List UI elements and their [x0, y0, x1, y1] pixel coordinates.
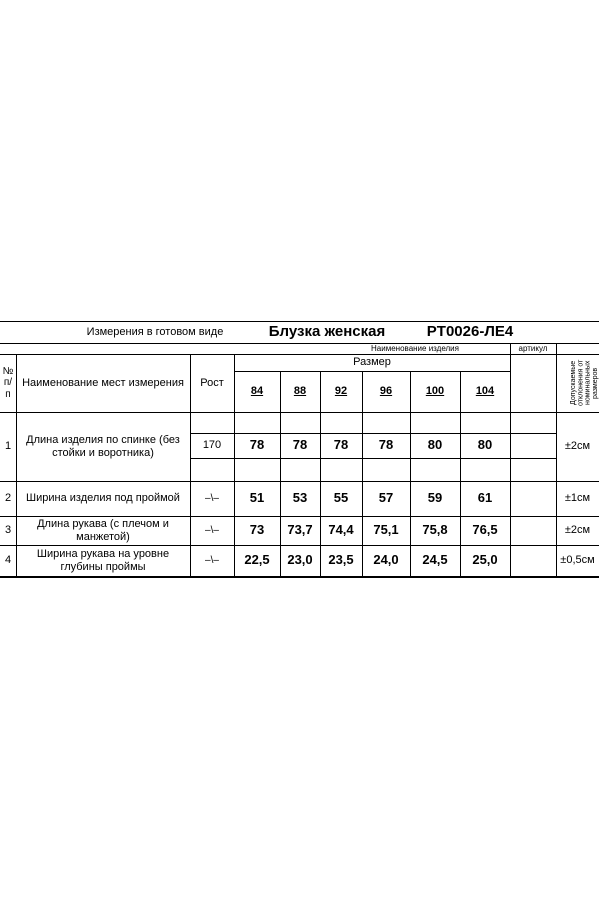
table-line — [510, 343, 511, 578]
height-value: –\– — [205, 554, 219, 566]
measurement-table — [0, 321, 599, 579]
size-value: 73,7 — [287, 522, 313, 538]
size-value: 78 — [378, 437, 394, 453]
size-value: 24,5 — [422, 552, 448, 568]
size-value: 75,8 — [422, 522, 448, 538]
column-header-tolerance: Допускаемые отклонения от номинальных размеров — [570, 359, 599, 407]
size-value: 57 — [378, 490, 394, 506]
measurement-name: Длина рукава (с плечом и манжетой) — [37, 517, 169, 543]
height-value: –\– — [205, 492, 219, 504]
tolerance-value: ±0,5см — [560, 554, 595, 567]
column-header-no: № п/ п — [2, 365, 14, 400]
size-value: 73 — [249, 522, 265, 538]
size-value: 55 — [333, 490, 349, 506]
size-value: 61 — [477, 490, 493, 506]
size-value: 80 — [427, 437, 443, 453]
product-name-label: Наименование изделия — [371, 343, 459, 353]
product-title: Блузка женская — [268, 323, 386, 341]
column-header-name: Наименование мест измерения — [22, 376, 184, 389]
tolerance-value: ±2см — [564, 524, 591, 537]
article-label: артикул — [518, 343, 548, 353]
table-caption: Измерения в готовом виде — [86, 325, 224, 338]
size-value: 75,1 — [373, 522, 399, 538]
measurement-name: Ширина рукава на уровне глубины проймы — [36, 547, 170, 573]
measurement-name: Ширина изделия под проймой — [26, 492, 180, 505]
column-header-size: Размер — [353, 356, 391, 369]
size-value: 76,5 — [472, 522, 498, 538]
article-code: PT0026-ЛЕ4 — [426, 323, 514, 341]
measurement-name: Длина изделия по спинке (без стойки и воротника) — [26, 433, 180, 459]
row-number: 2 — [4, 492, 12, 505]
size-value: 78 — [292, 437, 308, 453]
table-line — [190, 458, 556, 459]
size-header: 84 — [250, 385, 264, 398]
height-value: 170 — [202, 439, 222, 452]
size-value: 53 — [292, 490, 308, 506]
row-number: 3 — [4, 524, 12, 537]
size-header: 96 — [379, 385, 393, 398]
tolerance-value: ±1см — [564, 492, 591, 505]
size-header: 92 — [334, 385, 348, 398]
tolerance-value: ±2см — [564, 440, 591, 453]
size-value: 80 — [477, 437, 493, 453]
size-value: 22,5 — [244, 552, 270, 568]
size-value: 74,4 — [328, 522, 354, 538]
size-value: 59 — [427, 490, 443, 506]
row-number: 1 — [4, 440, 12, 453]
column-header-height: Рост — [200, 376, 224, 389]
row-number: 4 — [4, 554, 12, 567]
size-value: 25,0 — [472, 552, 498, 568]
size-value: 78 — [249, 437, 265, 453]
size-value: 51 — [249, 490, 265, 506]
size-value: 23,0 — [287, 552, 313, 568]
size-value: 23,5 — [328, 552, 354, 568]
size-header: 88 — [293, 385, 307, 398]
height-value: –\– — [205, 524, 219, 536]
size-header: 104 — [475, 385, 495, 398]
size-header: 100 — [425, 385, 445, 398]
size-value: 24,0 — [373, 552, 399, 568]
size-value: 78 — [333, 437, 349, 453]
